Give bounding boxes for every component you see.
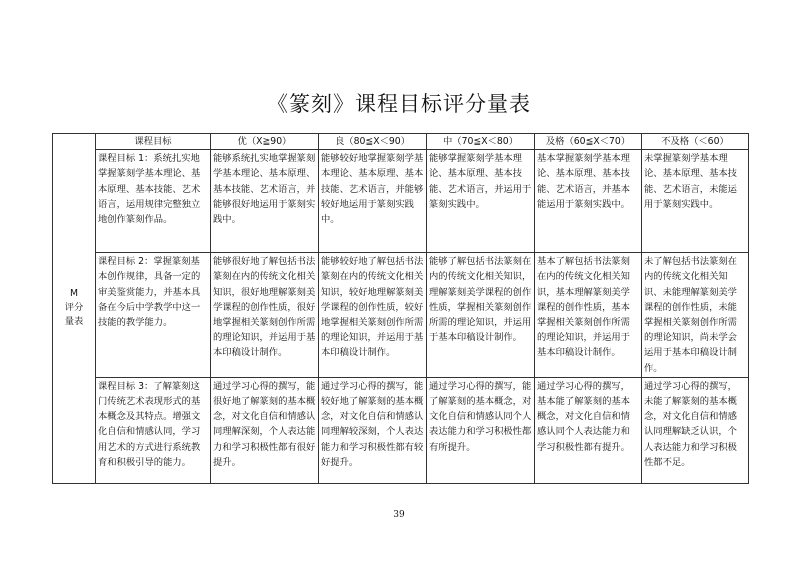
- table-cell: 未掌握篆刻学基本理论、基本原理、基本技能、艺术语言，未能运用于篆刻实践中。: [642, 150, 749, 253]
- table-row: [53, 150, 749, 253]
- objective-cell: 课程目标 3：了解篆刻这门传统艺术表现形式的基本概念及其特点。增强文化自信和情感认同，学习用艺术的方式进行系统教育和积极引导的能力。: [96, 377, 211, 483]
- page-number: 39: [393, 510, 405, 520]
- table-cell: 能够较好地掌握篆刻学基本理论、基本原理、基本技能、艺术语言，并能够较好地运用于篆刻实践中。: [319, 150, 427, 253]
- header-cell-medium: 中（70≦X＜80）: [427, 134, 535, 150]
- table-cell: 未了解包括书法篆刻在内的传统文化相关知识、未能理解篆刻美学课程的创作性质，未能掌握相关篆刻创作所需的理论知识，尚未学会运用于基本印稿设计制作。: [642, 253, 749, 378]
- table-row: [53, 377, 749, 483]
- table-cell: 能够系统扎实地掌握篆刻学基本理论、基本原理、基本技能、艺术语言，并能够很好地运用于篆刻实践中。: [211, 150, 319, 253]
- header-cell-excellent: 优（X≧90）: [211, 134, 319, 150]
- header-cell-objective: 课程目标: [96, 134, 211, 150]
- table-cell: 基本了解包括书法篆刻在内的传统文化相关知识，基本理解篆刻美学课程的创作性质，基本掌握相关篆刻创作所需的理论知识，并运用于基本印稿设计制作。: [535, 253, 642, 378]
- table-cell: 通过学习心得的撰写，未能了解篆刻的基本概念，对文化自信和情感认同理解缺乏认识，个人表达能力和学习积极性都不足。: [642, 377, 749, 483]
- table-cell: 能够了解包括书法篆刻在内的传统文化相关知识，理解篆刻美学课程的创作性质，掌握相关篆刻创作所需的理论知识，并运用于基本印稿设计制作。: [427, 253, 535, 378]
- header-cell-pass: 及格（60≦X＜70）: [535, 134, 642, 150]
- rubric-table: [52, 133, 749, 484]
- table-cell: 能够较好地了解包括书法篆刻在内的传统文化相关知识，较好地理解篆刻美学课程的创作性质，较好地掌握相关篆刻创作所需的理论知识，并运用于基本印稿设计制作。: [319, 253, 427, 378]
- objective-cell: 课程目标 1：系统扎实地掌握篆刻学基本理论、基本原理、基本技能、艺术语言，运用规律完整独立地创作篆刻作品。: [96, 150, 211, 253]
- objective-cell: 课程目标 2：掌握篆刻基本创作规律，具备一定的审美鉴赏能力，并基本具备在今后中学教学中这一技能的教学能力。: [96, 253, 211, 378]
- table-cell: 通过学习心得的撰写，能很好地了解篆刻的基本概念，对文化自信和情感认同理解深刻，个人表达能力和学习积极性都有很好提升。: [211, 377, 319, 483]
- header-row: [53, 134, 749, 150]
- table-cell: 通过学习心得的撰写，基本能了解篆刻的基本概念，对文化自信和情感认同个人表达能力和学习积极性都有提升。: [535, 377, 642, 483]
- side-label-cell: [53, 134, 96, 484]
- table-row: [53, 253, 749, 378]
- side-label: M 评分 量表: [64, 288, 84, 328]
- table-cell: 基本掌握篆刻学基本理论、基本原理、基本技能、艺术语言，并基本能运用于篆刻实践中。: [535, 150, 642, 253]
- table-cell: 通过学习心得的撰写，能较好地了解篆刻的基本概念，对文化自信和情感认同理解较深刻，个人表达能力和学习积极性都有较好提升。: [319, 377, 427, 483]
- table-cell: 能够掌握篆刻学基本理论、基本原理、基本技能、艺术语言，并运用于篆刻实践中。: [427, 150, 535, 253]
- table-cell: 通过学习心得的撰写，能了解篆刻的基本概念，对文化自信和情感认同个人表达能力和学习积极性都有所提升。: [427, 377, 535, 483]
- table-cell: 能够很好地了解包括书法篆刻在内的传统文化相关知识，很好地理解篆刻美学课程的创作性质，很好地掌握相关篆刻创作所需的理论知识，并运用于基本印稿设计制作。: [211, 253, 319, 378]
- header-cell-fail: 不及格（＜60）: [642, 134, 749, 150]
- document-title: 《篆刻》课程目标评分量表: [267, 92, 531, 116]
- header-cell-good: 良（80≦X＜90）: [319, 134, 427, 150]
